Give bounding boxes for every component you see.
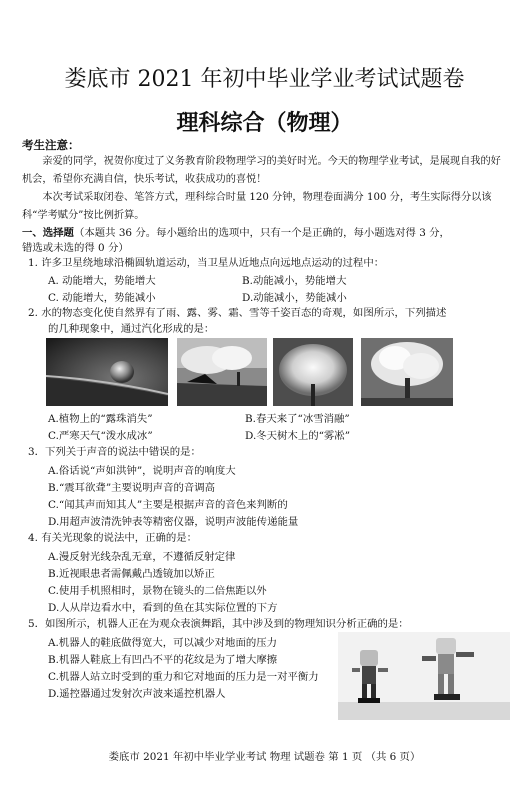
question-3-option-d: D.用超声波清洗钟表等精密仪器，说明声波能传递能量 [48,516,299,528]
question-5-option-a: A.机器人的鞋底做得宽大，可以减少对地面的压力 [48,637,278,649]
notice-heading: 考生注意： [22,138,80,152]
question-2-stem-line2: 的几种现象中，通过汽化形成的是： [48,323,215,335]
section-heading-line [22,226,450,240]
dancing-robots-photo [338,632,510,720]
question-3-option-a: A.俗话说“声如洪钟”，说明声音的响度大 [48,465,236,477]
notice-paragraph-2: 本次考试采取闭卷、笔答方式，理科综合时量 120 分钟，物理卷面满分 100 分，考生实际得分以该科“学考赋分”按比例折算。 [22,192,492,221]
question-3-option-b: B.“震耳欲聋”主要说明声音的音调高 [48,482,216,494]
question-4-option-c: C.使用手机照相时，景物在镜头的二倍焦距以外 [48,585,267,597]
dew-drop-photo [46,338,168,406]
section-desc-line2: 错选或未选的得 0 分） [22,242,129,254]
question-3-stem: 3．下列关于声音的说法中错误的是： [28,446,201,458]
question-5-option-d: D.遥控器通过发射次声波来遥控机器人 [48,688,226,700]
exam-subtitle: 理科综合（物理） [176,111,353,136]
page-footer: 娄底市 2021 年初中毕业学业考试 物理 试题卷 第 1 页 （共 6 页） [108,751,421,763]
exam-title: 娄底市 2021 年初中毕业学业考试试题卷 [64,67,465,92]
section-desc-line1: （本题共 36 分。每小题给出的选项中，只有一个是正确的，每小题选对得 3 分， [73,227,450,239]
question-2-option-b: B.春天来了“冰雪消融” [245,413,350,425]
question-1-option-a: A. 动能增大，势能增大 [48,275,156,287]
notice-paragraph-1: 亲爱的同学，祝贺你度过了义务教育阶段物理学习的美好时光。今天的物理学业考试，是展现自我的好机会，希望你充满自信，快乐考试，收获成功的喜悦！ [22,156,501,185]
rime-tree-photo [361,338,453,406]
question-2-option-c: C.严寒天气“泼水成冰” [48,430,153,442]
melting-snow-photo [177,338,267,406]
question-5-option-b: B.机器人鞋底上有凹凸不平的花纹是为了增大摩擦 [48,654,278,666]
question-5-option-c: C.机器人站立时受到的重力和它对地面的压力是一对平衡力 [48,671,319,683]
section-heading: 一、选择题 [22,227,74,239]
question-1-stem: 1. 许多卫星绕地球沿椭圆轨道运动，当卫星从近地点向远地点运动的过程中： [28,257,385,269]
question-4-option-d: D.人从岸边看水中，看到的鱼在其实际位置的下方 [48,602,278,614]
question-2-option-a: A.植物上的“露珠消失” [48,413,153,425]
question-1-option-d: D.动能减小，势能减小 [242,292,347,304]
question-1-option-b: B.动能减小，势能增大 [242,275,347,287]
question-2-option-d: D.冬天树木上的“雾凇” [245,430,351,442]
question-4-option-b: B.近视眼患者需佩戴凸透镜加以矫正 [48,568,215,580]
question-3-option-c: C.“闻其声而知其人”主要是根据声音的音色来判断的 [48,499,288,511]
question-4-option-a: A.漫反射光线杂乱无章，不遵循反射定律 [48,551,236,563]
question-1-option-c: C. 动能增大，势能减小 [48,292,156,304]
question-2-stem-line1: 2. 水的物态变化使自然界有了雨、露、雾、霜、雪等千姿百态的奇观，如图所示，下列描述 [28,307,447,319]
question-5-stem: 5．如图所示，机器人正在为观众表演舞蹈，其中涉及到的物理知识分析正确的是： [28,618,409,630]
splashing-water-ice-photo [273,338,353,406]
question-4-stem: 4. 有关光现象的说法中，正确的是： [28,532,198,544]
